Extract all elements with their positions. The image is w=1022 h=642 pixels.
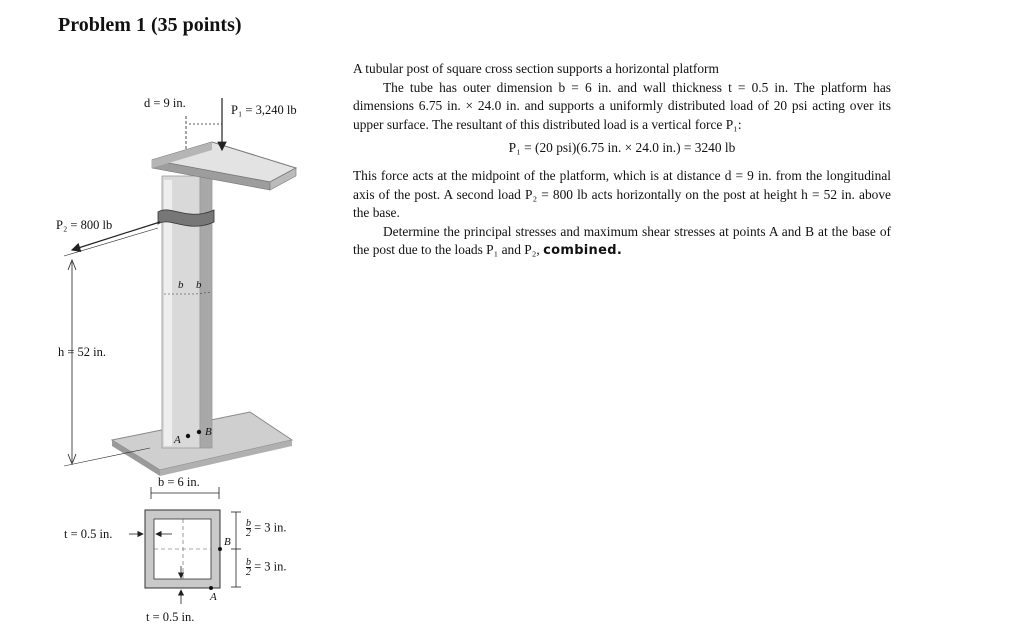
handwritten-note: combined.	[543, 243, 623, 259]
half-b-top-fraction: $\frac{b}{2}$	[246, 518, 251, 539]
b-side-label-1: b	[178, 279, 184, 291]
p1-label: P₁ = 3,240 lb	[231, 103, 297, 117]
b-width-label: b = 6 in.	[158, 475, 200, 489]
half-b-bottom-label: $\frac{b}{2}$ = 3 in.	[246, 557, 287, 578]
statement-paragraph-2: This force acts at the midpoint of the platform, which is at distance d = 9 in. from the longitudinal axis of the post. A second load P₂ = 800 lb acts horizontally on the post at height h = 52 in. above the base.	[353, 167, 891, 221]
section-a-label: A	[210, 591, 217, 603]
b-side-label-2: b	[196, 279, 202, 291]
point-a-label: A	[174, 434, 181, 446]
p2-label: P₂ = 800 lb	[56, 218, 113, 232]
d-label: d = 9 in.	[144, 96, 186, 110]
point-b-dot	[197, 430, 201, 434]
problem-statement	[353, 60, 891, 261]
h-label: h = 52 in.	[58, 345, 107, 359]
resultant-equation: P₁ = (20 psi)(6.75 in. × 24.0 in.) = 3240 lb	[508, 140, 736, 156]
statement-paragraph-1: The tube has outer dimension b = 6 in. and wall thickness t = 0.5 in. The platform has dimensions 6.75 in. × 24.0 in. and supports a uniformly distributed load of 20 psi acting over its upper surface. The resultant of this distributed load is a vertical force P₁:	[353, 79, 891, 132]
t-bottom-label: t = 0.5 in.	[146, 610, 195, 624]
point-a-dot	[186, 434, 190, 438]
statement-paragraph-3-text: Determine the principal stresses and maximum shear stresses at points A and B at the base of the post due to the loads P₁ and P₂,	[353, 223, 891, 258]
statement-line-1: A tubular post of square cross section supports a horizontal platform	[353, 61, 719, 76]
section-b-label: B	[224, 536, 231, 548]
statement-paragraph-3	[353, 223, 891, 261]
problem-title: Problem 1 (35 points)	[58, 14, 242, 36]
half-b-top-label: $\frac{b}{2}$ = 3 in.	[246, 518, 287, 539]
point-b-label: B	[205, 426, 212, 438]
t-left-label: t = 0.5 in.	[64, 527, 113, 541]
half-b-bottom-fraction: $\frac{b}{2}$	[246, 557, 251, 578]
